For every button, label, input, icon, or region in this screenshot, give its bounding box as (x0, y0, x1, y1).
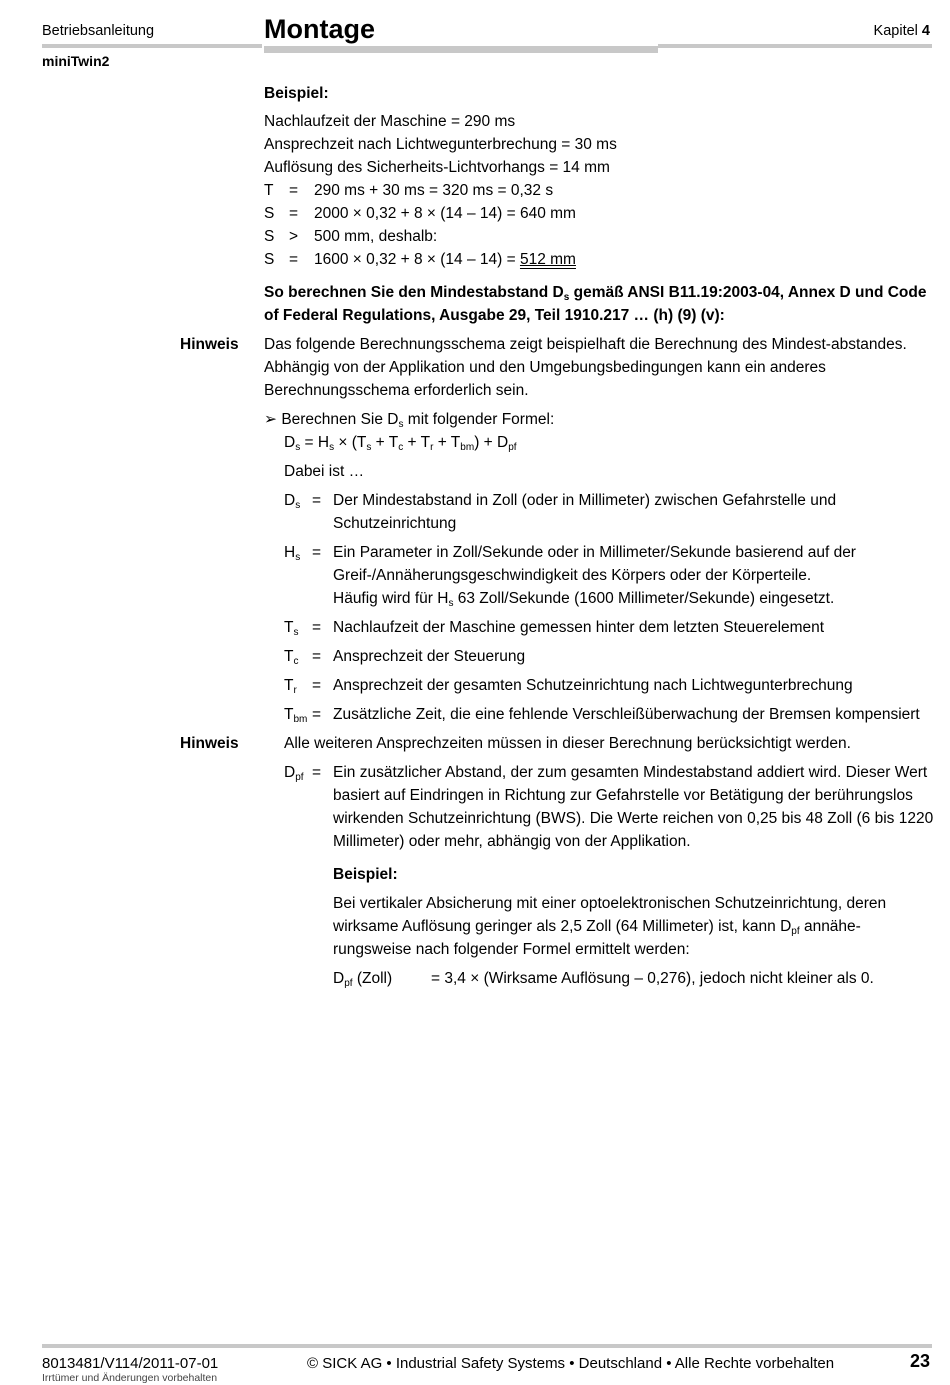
equation-row: S = 2000 × 0,32 + 8 × (14 – 14) = 640 mm (264, 205, 576, 222)
dabei-text: Dabei ist … (284, 463, 365, 480)
note-1-label: Hinweis (180, 336, 239, 353)
note-2-text: Alle weiteren Ansprechzeiten müssen in dieser Berechnung berücksichtigt werden. (284, 735, 851, 752)
main-formula: $D_s = H_s \times (T_s + T_c + T_r + T_{bm}) + D_{pf}$ (284, 434, 517, 453)
definition-row: $D_s$ = Der Mindestabstand in Zoll (oder in Millimeter) zwischen Gefahrstelle und Schutzeinrichtung (284, 492, 837, 532)
example-2-formula: $D_{pf}$ (Zoll) = 3,4 × (Wirksame Auflösung – 0,276), jedoch nicht kleiner als 0. (333, 970, 874, 989)
equation-row: T = 290 ms + 30 ms = 320 ms = 0,32 s (264, 182, 554, 199)
definition-row: $T_{bm}$ = Zusätzliche Zeit, die eine fehlende Verschleißüberwachung der Bremsen kompensiert (284, 706, 920, 725)
definition-row: $T_c$ = Ansprechzeit der Steuerung (284, 648, 526, 667)
note-1 (180, 333, 934, 402)
definition-row: $T_s$ = Nachlaufzeit der Maschine gemessen hinter dem letzten Steuerelement (284, 619, 825, 638)
note-1-text: Das folgende Berechnungsschema zeigt beispielhaft die Berechnung des Mindest-abstandes. Abhängig von der Applikation und den Umgebungsbedingungen kann ein anderes Berechnungsschema erforderlich sein. (264, 336, 907, 399)
note-2-label: Hinweis (180, 735, 239, 752)
header-product: miniTwin2 (42, 53, 110, 69)
example-1-line: Auflösung des Sicherheits-Lichtvorhangs = 14 mm (264, 159, 610, 176)
example-2 (333, 863, 934, 990)
example-2-heading: Beispiel: (333, 866, 398, 883)
header-rule-right (658, 44, 932, 48)
note-2 (180, 732, 934, 755)
header-doc-type: Betriebsanleitung (42, 23, 155, 39)
footer-doc-number: 8013481/V114/2011-07-01 (42, 1355, 219, 1372)
footer-copyright: © SICK AG • Industrial Safety Systems • Deutschland • Alle Rechte vorbehalten (307, 1355, 835, 1372)
instruction: ➢ Berechnen Sie $D_s$ mit folgender Formel: (264, 411, 555, 430)
example-2-text: Bei vertikaler Absicherung mit einer optoelektronischen Schutzeinrichtung, deren wirksame Auflösung geringer als 2,5 Zoll (64 Millimeter) ist, kann $D_{pf}$ annähe-rungsweise nach folgender Formel ermittelt werden: (333, 895, 887, 958)
dpf-definition (284, 761, 934, 853)
definition-row: $H_s$ = Ein Parameter in Zoll/Sekunde oder in Millimeter/Sekunde basierend auf der Greif-/Annäherungsgeschwindigkeit des Körpers oder der Körperteile. Häufig wird für $H_s$ 63 Zoll/Sekunde (1600 Millimeter/Sekunde) eingesetzt. (284, 544, 856, 609)
definition-row: $D_{pf}$ = Ein zusätzlicher Abstand, der zum gesamten Mindestabstand addiert wird. Dieser Wert basiert auf Eindringen in Richtung zur Gefahrstelle vor Betätigung der berührungslos wirkenden Schutzeinrichtung (BWS). Die Werte reichen von 0,25 bis 48 Zoll (6 bis 1220 Millimeter) oder mehr, abhängig von der Applikation. (284, 764, 934, 850)
example-1-block (264, 110, 934, 271)
footer-rule (42, 1344, 932, 1348)
example-1-line: Ansprechzeit nach Lichtwegunterbrechung = 30 ms (264, 136, 617, 153)
header-rule-mid (264, 46, 658, 53)
page-title: Montage (264, 14, 375, 44)
definition-row: $T_r$ = Ansprechzeit der gesamten Schutzeinrichtung nach Lichtwegunterbrechung (284, 677, 853, 696)
page-number: 23 (909, 1351, 930, 1371)
equation-row: S = 1600 × 0,32 + 8 × (14 – 14) = 512 mm (264, 248, 934, 271)
definitions (284, 489, 934, 726)
chapter-label: Kapitel 4 (873, 23, 930, 39)
main-content (180, 80, 934, 990)
header-rule-left (42, 44, 262, 48)
equation-row: S > 500 mm, deshalb: (264, 228, 438, 245)
footer-note: Irrtümer und Änderungen vorbehalten (42, 1372, 218, 1384)
arrow-icon: ➢ (264, 411, 277, 428)
ansi-heading: So berechnen Sie den Mindestabstand $D_s$ gemäß ANSI B11.19:2003-04, Annex D und Code of Federal Regulations, Ausgabe 29, Teil 1910.217 … (h) (9) (v): (264, 284, 927, 324)
example-1-line: Nachlaufzeit der Maschine = 290 ms (264, 113, 516, 130)
equation-result: 512 mm (519, 251, 576, 268)
example-1-heading: Beispiel: (264, 85, 329, 102)
